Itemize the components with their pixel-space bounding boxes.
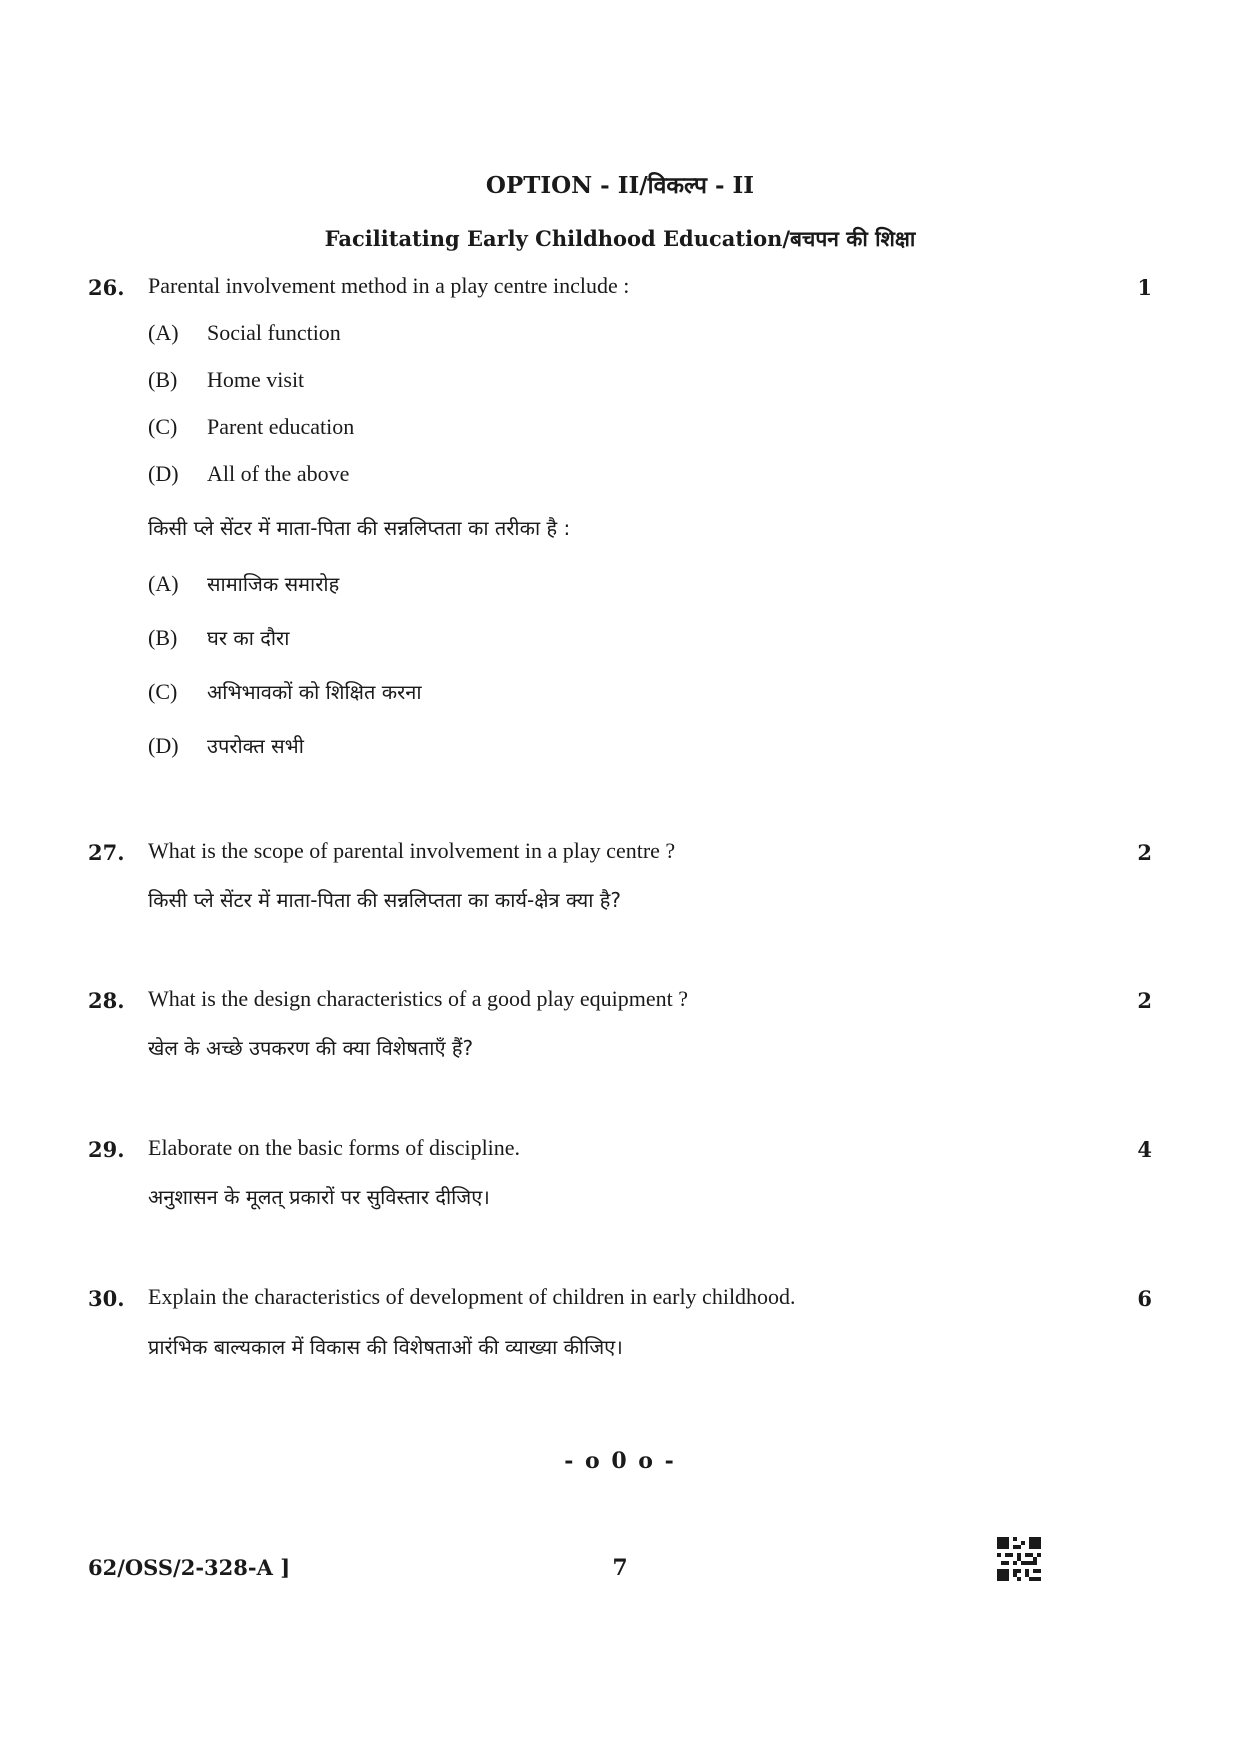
option-letter: (D)	[148, 733, 179, 758]
option-text: All of the above	[207, 461, 350, 486]
qr-code-icon	[997, 1537, 1041, 1581]
end-of-paper-mark: - o 0 o -	[564, 1448, 676, 1474]
option-letter: (A)	[148, 571, 179, 596]
section-title: Facilitating Early Childhood Education/बचपन की शिक्षा	[324, 226, 916, 251]
question-marks: 2	[1137, 988, 1152, 1013]
question-number: 27.	[88, 840, 125, 865]
option-letter: (B)	[148, 625, 178, 650]
question-text-en: Parental involvement method in a play centre include :	[148, 273, 630, 298]
question-text-hi: प्रारंभिक बाल्यकाल में विकास की विशेषताओं की व्याख्या कीजिए।	[148, 1335, 623, 1359]
question-text-en: What is the scope of parental involvement in a play centre ?	[148, 838, 676, 863]
option-letter: (D)	[148, 461, 179, 486]
question-marks: 4	[1137, 1137, 1152, 1162]
question-marks: 2	[1137, 840, 1152, 865]
question-text-hi: किसी प्ले सेंटर में माता-पिता की सन्नलिप्तता का कार्य-क्षेत्र क्या है?	[148, 888, 622, 912]
option-letter: (C)	[148, 414, 178, 439]
option-text-hi: घर का दौरा	[207, 626, 290, 650]
option-letter: (B)	[148, 367, 178, 392]
question-text-hi: अनुशासन के मूलत् प्रकारों पर सुविस्तार दीजिए।	[148, 1185, 490, 1209]
option-letter: (A)	[148, 320, 179, 345]
option-text-hi: अभिभावकों को शिक्षित करना	[207, 680, 422, 704]
option-text-hi: सामाजिक समारोह	[207, 572, 340, 596]
option-title: OPTION - II/विकल्प - II	[485, 172, 755, 199]
question-number: 28.	[88, 988, 125, 1013]
option-letter: (C)	[148, 679, 178, 704]
question-text-en: What is the design characteristics of a good play equipment ?	[148, 986, 689, 1011]
question-text-en: Explain the characteristics of development of children in early childhood.	[148, 1284, 796, 1309]
question-marks: 6	[1137, 1286, 1152, 1311]
option-text: Parent education	[207, 414, 355, 439]
page-number: 7	[612, 1555, 628, 1581]
option-text: Social function	[207, 320, 341, 345]
question-text-hi: किसी प्ले सेंटर में माता-पिता की सन्नलिप्तता का तरीका है :	[148, 516, 571, 540]
option-text: Home visit	[207, 367, 305, 392]
question-number: 29.	[88, 1137, 125, 1162]
paper-code: 62/OSS/2-328-A ]	[88, 1555, 291, 1580]
question-text-en: Elaborate on the basic forms of discipline.	[148, 1135, 521, 1160]
question-number: 30.	[88, 1286, 125, 1311]
option-text-hi: उपरोक्त सभी	[207, 734, 304, 758]
question-marks: 1	[1137, 275, 1152, 300]
question-text-hi: खेल के अच्छे उपकरण की क्या विशेषताएँ हैं?	[148, 1036, 474, 1060]
question-number: 26.	[88, 275, 125, 300]
